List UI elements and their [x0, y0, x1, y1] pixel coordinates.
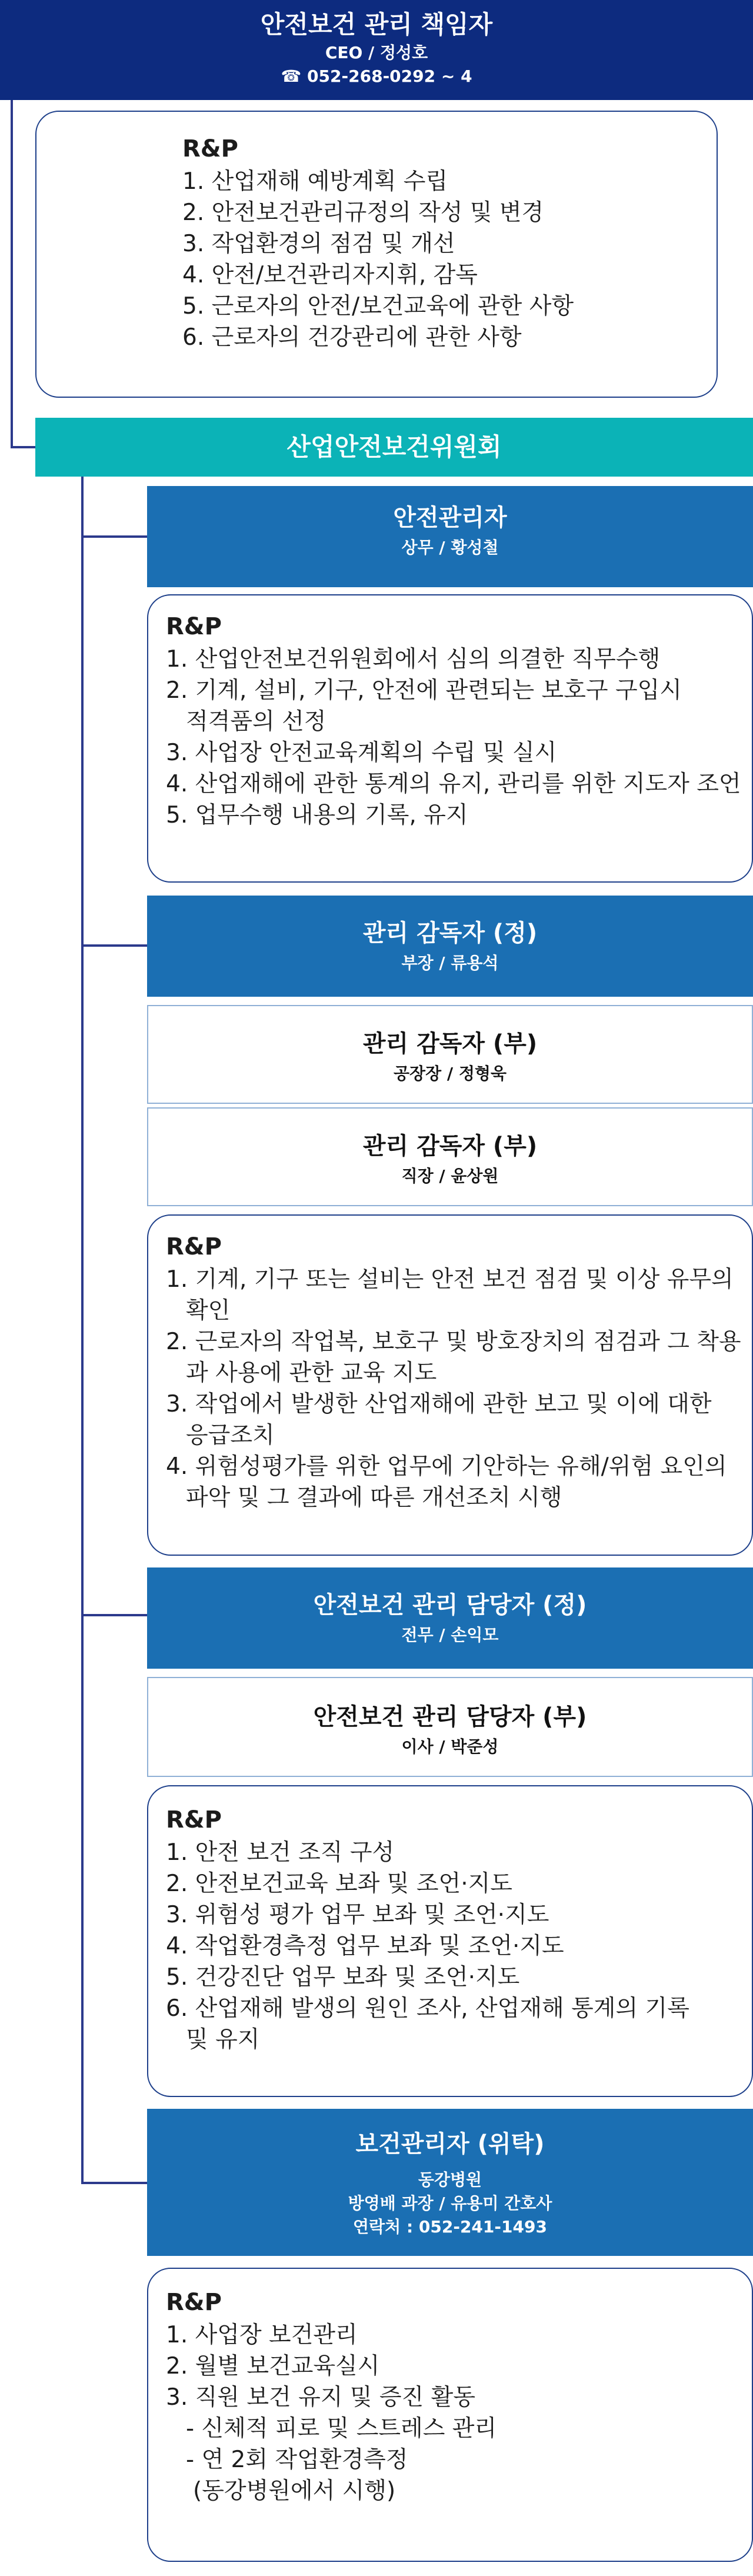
rp-label: R&P — [166, 2289, 222, 2316]
rp-label: R&P — [166, 1806, 222, 1833]
list-item: 과 사용에 관한 교육 지도 — [186, 1360, 437, 1386]
connector-line — [81, 535, 147, 538]
rp-card-supervisor — [147, 1214, 753, 1556]
role-title: 안전보건 관리 담당자 (정) — [313, 1592, 587, 1619]
rp-card-ceo — [35, 111, 718, 398]
list-item: 적격품의 선정 — [186, 708, 326, 735]
officer-main-box — [147, 1567, 753, 1669]
list-item: 응급조치 — [186, 1422, 275, 1449]
list-item: 2. 기계, 설비, 기구, 안전에 관련되는 보호구 구입시 — [166, 677, 682, 704]
rp-card-safety-manager — [147, 594, 753, 883]
list-item: 및 유지 — [186, 2026, 260, 2053]
role-title: 보건관리자 (위탁) — [355, 2131, 545, 2158]
list-item: 2. 근로자의 작업복, 보호구 및 방호장치의 점검과 그 착용 — [166, 1329, 741, 1355]
list-item: (동강병원에서 시행) — [193, 2478, 396, 2504]
list-item: 2. 안전보건관리규정의 작성 및 변경 — [182, 199, 544, 226]
rp-list — [182, 166, 717, 353]
list-item: 4. 작업환경측정 업무 보좌 및 조언·지도 — [166, 1933, 564, 1959]
rp-list — [166, 1264, 752, 1513]
officer-sub-box — [147, 1677, 753, 1777]
list-item: 4. 위험성평가를 위한 업무에 기안하는 유해/위험 요인의 — [166, 1453, 727, 1480]
header-subtitle: CEO / 정성호 — [325, 43, 428, 62]
list-item: - 신체적 피로 및 스트레스 관리 — [186, 2415, 497, 2442]
list-item: 확인 — [186, 1297, 231, 1324]
list-item: 3. 직원 보건 유지 및 증진 활동 — [166, 2384, 476, 2411]
rp-label: R&P — [166, 613, 222, 640]
rp-list — [166, 2319, 752, 2507]
connector-line — [81, 1614, 147, 1616]
rp-card-officer — [147, 1785, 753, 2097]
health-manager-people: 방영배 과장 / 유용미 간호사 — [348, 2194, 552, 2213]
role-person: 직장 / 윤상원 — [401, 1166, 499, 1186]
list-item: 3. 작업환경의 점검 및 개선 — [182, 231, 455, 257]
connector-line — [81, 2182, 147, 2184]
role-title: 안전관리자 — [393, 504, 507, 531]
role-person: 전무 / 손익모 — [401, 1625, 499, 1645]
list-item: 3. 작업에서 발생한 산업재해에 관한 보고 및 이에 대한 — [166, 1391, 712, 1417]
supervisor-main-box — [147, 896, 753, 997]
list-item: 1. 안전 보건 조직 구성 — [166, 1839, 395, 1866]
rp-card-health-manager — [147, 2268, 753, 2562]
connector-line — [11, 100, 13, 447]
safety-manager-box — [147, 486, 753, 587]
role-person: 상무 / 황성철 — [401, 538, 499, 557]
rp-list — [166, 644, 752, 831]
list-item: 파악 및 그 결과에 따른 개선조치 시행 — [186, 1485, 562, 1511]
list-item: 3. 위험성 평가 업무 보좌 및 조언·지도 — [166, 1902, 549, 1928]
list-item: 3. 사업장 안전교육계획의 수립 및 실시 — [166, 740, 557, 766]
role-title: 관리 감독자 (부) — [362, 1133, 538, 1160]
health-manager-box — [147, 2109, 753, 2256]
rp-list — [166, 1837, 752, 2055]
list-item: 1. 산업재해 예방계획 수립 — [182, 168, 448, 195]
list-item: 2. 월별 보건교육실시 — [166, 2353, 380, 2379]
supervisor-sub-box — [147, 1107, 753, 1206]
list-item: 6. 산업재해 발생의 원인 조사, 산업재해 통계의 기록 — [166, 1995, 689, 2022]
connector-line — [11, 446, 35, 448]
health-manager-org: 동강병원 — [418, 2170, 482, 2189]
list-item: - 연 2회 작업환경측정 — [186, 2447, 408, 2473]
rp-label: R&P — [166, 1233, 222, 1260]
committee-banner: 산업안전보건위원회 — [35, 418, 753, 477]
list-item: 5. 근로자의 안전/보건교육에 관한 사항 — [182, 293, 574, 319]
list-item: 6. 근로자의 건강관리에 관한 사항 — [182, 324, 522, 351]
rp-label: R&P — [182, 135, 238, 162]
role-person: 이사 / 박준성 — [401, 1737, 499, 1756]
health-manager-contact: 연락처 : 052-241-1493 — [353, 2217, 547, 2236]
list-item: 5. 건강진단 업무 보좌 및 조언·지도 — [166, 1964, 520, 1991]
list-item: 1. 기계, 기구 또는 설비는 안전 보건 점검 및 이상 유무의 — [166, 1266, 734, 1293]
role-title: 안전보건 관리 담당자 (부) — [313, 1703, 587, 1730]
role-title: 관리 감독자 (정) — [362, 920, 538, 947]
list-item: 1. 사업장 보건관리 — [166, 2322, 358, 2348]
connector-line — [81, 477, 84, 2183]
role-title: 관리 감독자 (부) — [362, 1030, 538, 1057]
connector-line — [81, 944, 147, 947]
role-person: 부장 / 류용석 — [401, 953, 499, 973]
supervisor-sub-box — [147, 1005, 753, 1104]
ceo-header — [0, 0, 753, 100]
list-item: 2. 안전보건교육 보좌 및 조언·지도 — [166, 1871, 512, 1897]
list-item: 4. 산업재해에 관한 통계의 유지, 관리를 위한 지도자 조언 — [166, 771, 741, 797]
list-item: 4. 안전/보건관리자지휘, 감독 — [182, 262, 478, 288]
header-phone: ☎ 052-268-0292 ~ 4 — [281, 66, 472, 86]
role-person: 공장장 / 정형욱 — [393, 1064, 507, 1083]
list-item: 5. 업무수행 내용의 기록, 유지 — [166, 802, 468, 828]
header-title: 안전보건 관리 책임자 — [260, 10, 493, 39]
list-item: 1. 산업안전보건위원회에서 심의 의결한 직무수행 — [166, 646, 661, 673]
